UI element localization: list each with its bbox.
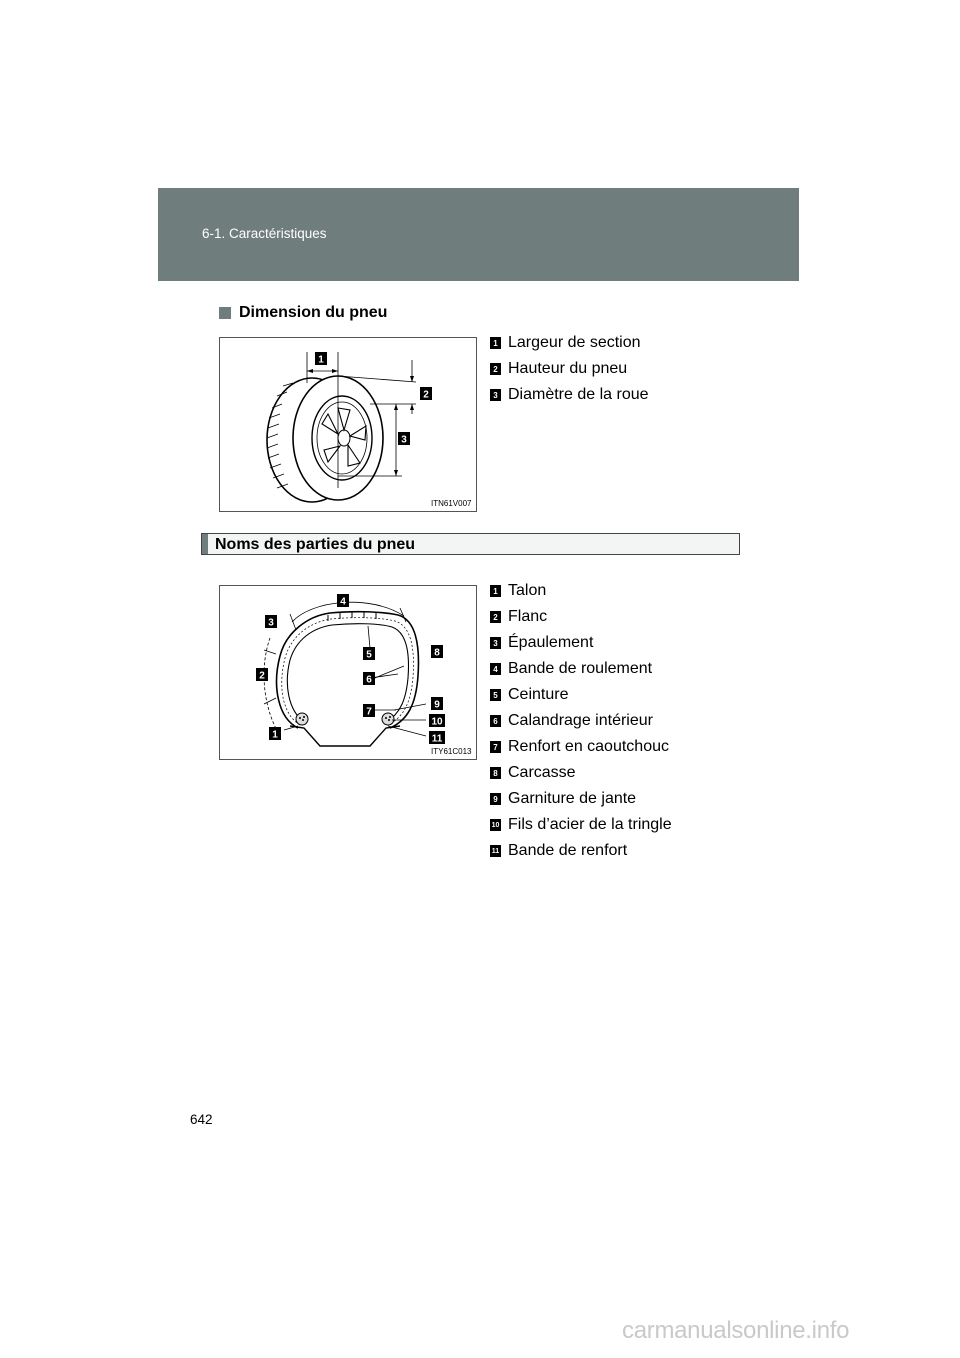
- callout-5: 5: [366, 649, 372, 661]
- tire-parts-legend: [490, 578, 672, 864]
- number-badge: 2: [490, 611, 501, 623]
- section-accent: [202, 534, 208, 554]
- number-badge: 3: [490, 637, 501, 649]
- legend-item: [490, 838, 672, 864]
- legend-item: [490, 630, 672, 656]
- legend-label: Carcasse: [508, 764, 576, 781]
- legend-item: [490, 734, 672, 760]
- footer-watermark: carmanualsonline.info: [622, 1317, 850, 1344]
- callout-2: 2: [259, 670, 265, 682]
- number-badge: 5: [490, 689, 501, 701]
- subsection-title: Dimension du pneu: [239, 304, 388, 321]
- tire-dimension-figure: [219, 337, 477, 512]
- legend-label: Talon: [508, 582, 547, 599]
- dimension-legend: [490, 330, 649, 408]
- callout-3: 3: [401, 434, 407, 446]
- page-number: 642: [190, 1112, 213, 1127]
- legend-item: [490, 656, 672, 682]
- legend-item: [490, 682, 672, 708]
- legend-item: [490, 812, 672, 838]
- legend-label: Bande de renfort: [508, 842, 628, 859]
- callout-7: 7: [366, 706, 372, 718]
- figure-code: ITY61C013: [431, 747, 472, 756]
- legend-label: Renfort en caoutchouc: [508, 738, 669, 755]
- legend-item: [490, 760, 672, 786]
- callout-9: 9: [434, 699, 440, 711]
- figure-code: ITN61V007: [431, 499, 472, 508]
- legend-label: Largeur de section: [508, 334, 641, 351]
- callout-10: 10: [431, 716, 443, 728]
- legend-item: [490, 604, 672, 630]
- legend-item: [490, 578, 672, 604]
- number-badge: 4: [490, 663, 501, 675]
- callout-11: 11: [431, 733, 443, 745]
- number-badge: 9: [490, 793, 501, 805]
- legend-label: Ceinture: [508, 686, 569, 703]
- tire-cross-section-illustration: [220, 586, 476, 759]
- legend-item: [490, 786, 672, 812]
- square-bullet-icon: [219, 307, 231, 319]
- number-badge: 1: [490, 585, 501, 597]
- callout-6: 6: [366, 674, 372, 686]
- legend-label: Calandrage intérieur: [508, 712, 653, 729]
- number-badge: 3: [490, 389, 501, 401]
- subsection-heading: [219, 304, 387, 322]
- callout-1: 1: [318, 354, 324, 366]
- legend-label: Bande de roulement: [508, 660, 653, 677]
- tire-parts-figure: [219, 585, 477, 760]
- legend-label: Diamètre de la roue: [508, 386, 649, 403]
- legend-item: [490, 382, 649, 408]
- callout-1: 1: [272, 729, 278, 741]
- legend-label: Épaulement: [508, 634, 594, 651]
- breadcrumb: 6-1. Caractéristiques: [202, 226, 327, 241]
- number-badge: 10: [490, 819, 501, 831]
- legend-label: Fils d’acier de la tringle: [508, 816, 672, 833]
- legend-label: Hauteur du pneu: [508, 360, 628, 377]
- callout-8: 8: [434, 647, 440, 659]
- number-badge: 2: [490, 363, 501, 375]
- callout-3: 3: [268, 617, 274, 629]
- number-badge: 6: [490, 715, 501, 727]
- legend-item: [490, 356, 649, 382]
- chapter-header: [158, 188, 799, 281]
- section-title-bar: [201, 533, 740, 555]
- tire-dimension-illustration: [220, 338, 476, 511]
- legend-label: Flanc: [508, 608, 548, 625]
- number-badge: 8: [490, 767, 501, 779]
- number-badge: 7: [490, 741, 501, 753]
- number-badge: 1: [490, 337, 501, 349]
- number-badge: 11: [490, 845, 501, 857]
- legend-label: Garniture de jante: [508, 790, 637, 807]
- callout-2: 2: [423, 389, 429, 401]
- legend-item: [490, 330, 649, 356]
- legend-item: [490, 708, 672, 734]
- section-title: Noms des parties du pneu: [215, 536, 416, 553]
- callout-4: 4: [340, 596, 346, 608]
